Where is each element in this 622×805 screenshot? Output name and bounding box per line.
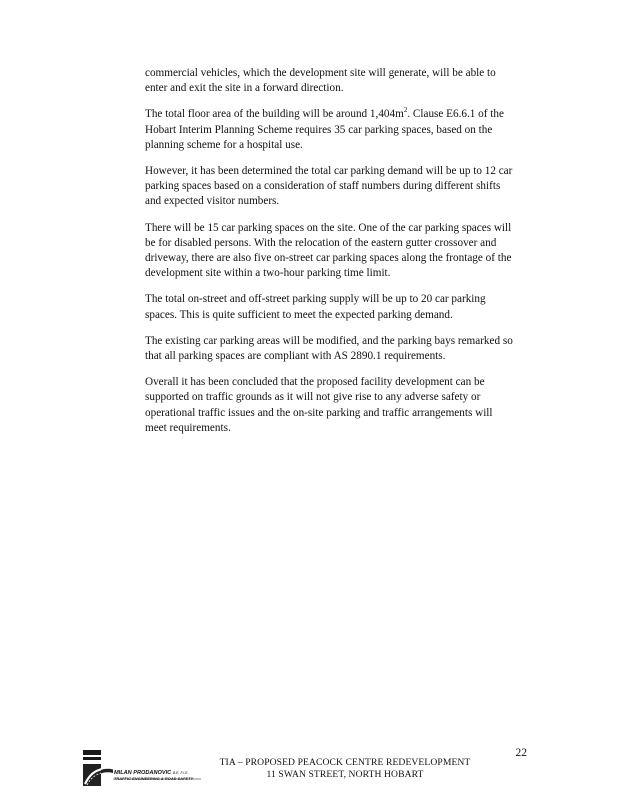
paragraph-5-text: The total on-street and off-street parking supply will be up to 20 car parking spaces. This is quite sufficient to meet the expected parking demand. — [145, 293, 486, 321]
paragraph-3 — [145, 164, 515, 210]
page-number: 22 — [515, 747, 527, 759]
logo-name: MILAN PRODANOVIC — [114, 770, 172, 776]
paragraph-4-text: There will be 15 car parking spaces on the site. One of the car parking spaces will be for disabled persons. With the relocation of the eastern gutter crossover and driveway, there are also five on-street car parking spaces along the frontage of the development site within a two-hour parking time limit. — [145, 221, 512, 280]
paragraph-6 — [145, 334, 515, 364]
paragraph-1 — [145, 66, 515, 96]
footer-title — [180, 757, 510, 781]
paragraph-2-text-start: The total floor area of the building will be around 1,404m — [145, 108, 404, 121]
paragraph-1-text: commercial vehicles, which the development site will generate, will be able to enter and exit the site in a forward direction. — [145, 67, 496, 95]
paragraph-7 — [145, 375, 515, 436]
paragraph-4 — [145, 221, 515, 282]
superscript-2: 2 — [403, 105, 408, 114]
body-text — [145, 66, 515, 447]
paragraph-5 — [145, 292, 515, 322]
paragraph-3-text: However, it has been determined the total car parking demand will be up to 12 car parking spaces based on a consideration of staff numbers during different shifts and expected visitor numbers. — [145, 165, 513, 208]
logo-qualifications: B.E. F.I.E. — [172, 771, 189, 775]
footer-line-2: 11 SWAN STREET, NORTH HOBART — [266, 769, 424, 780]
paragraph-2 — [145, 107, 515, 153]
paragraph-6-text: The existing car parking areas will be modified, and the parking bays remarked so that all parking spaces are compliant with AS 2890.1 requirements. — [145, 334, 513, 363]
footer-line-1: TIA – PROPOSED PEACOCK CENTRE REDEVELOPMENT — [219, 757, 471, 768]
paragraph-2-text-end: . Clause E6.6.1 of the Hobart Interim Planning Scheme requires 35 car parking spaces, based on the planning scheme for a hospital use. — [145, 108, 504, 151]
logo-tagline: TRAFFIC ENGINEERING & ROAD SAFETY — [114, 777, 194, 781]
paragraph-7-text: Overall it has been concluded that the proposed facility development can be supported on traffic grounds as it will not give rise to any adverse safety or operational traffic issues and the on-site parking and traffic arrangements will meet requirements. — [145, 376, 493, 434]
logo-company-name — [114, 770, 189, 776]
